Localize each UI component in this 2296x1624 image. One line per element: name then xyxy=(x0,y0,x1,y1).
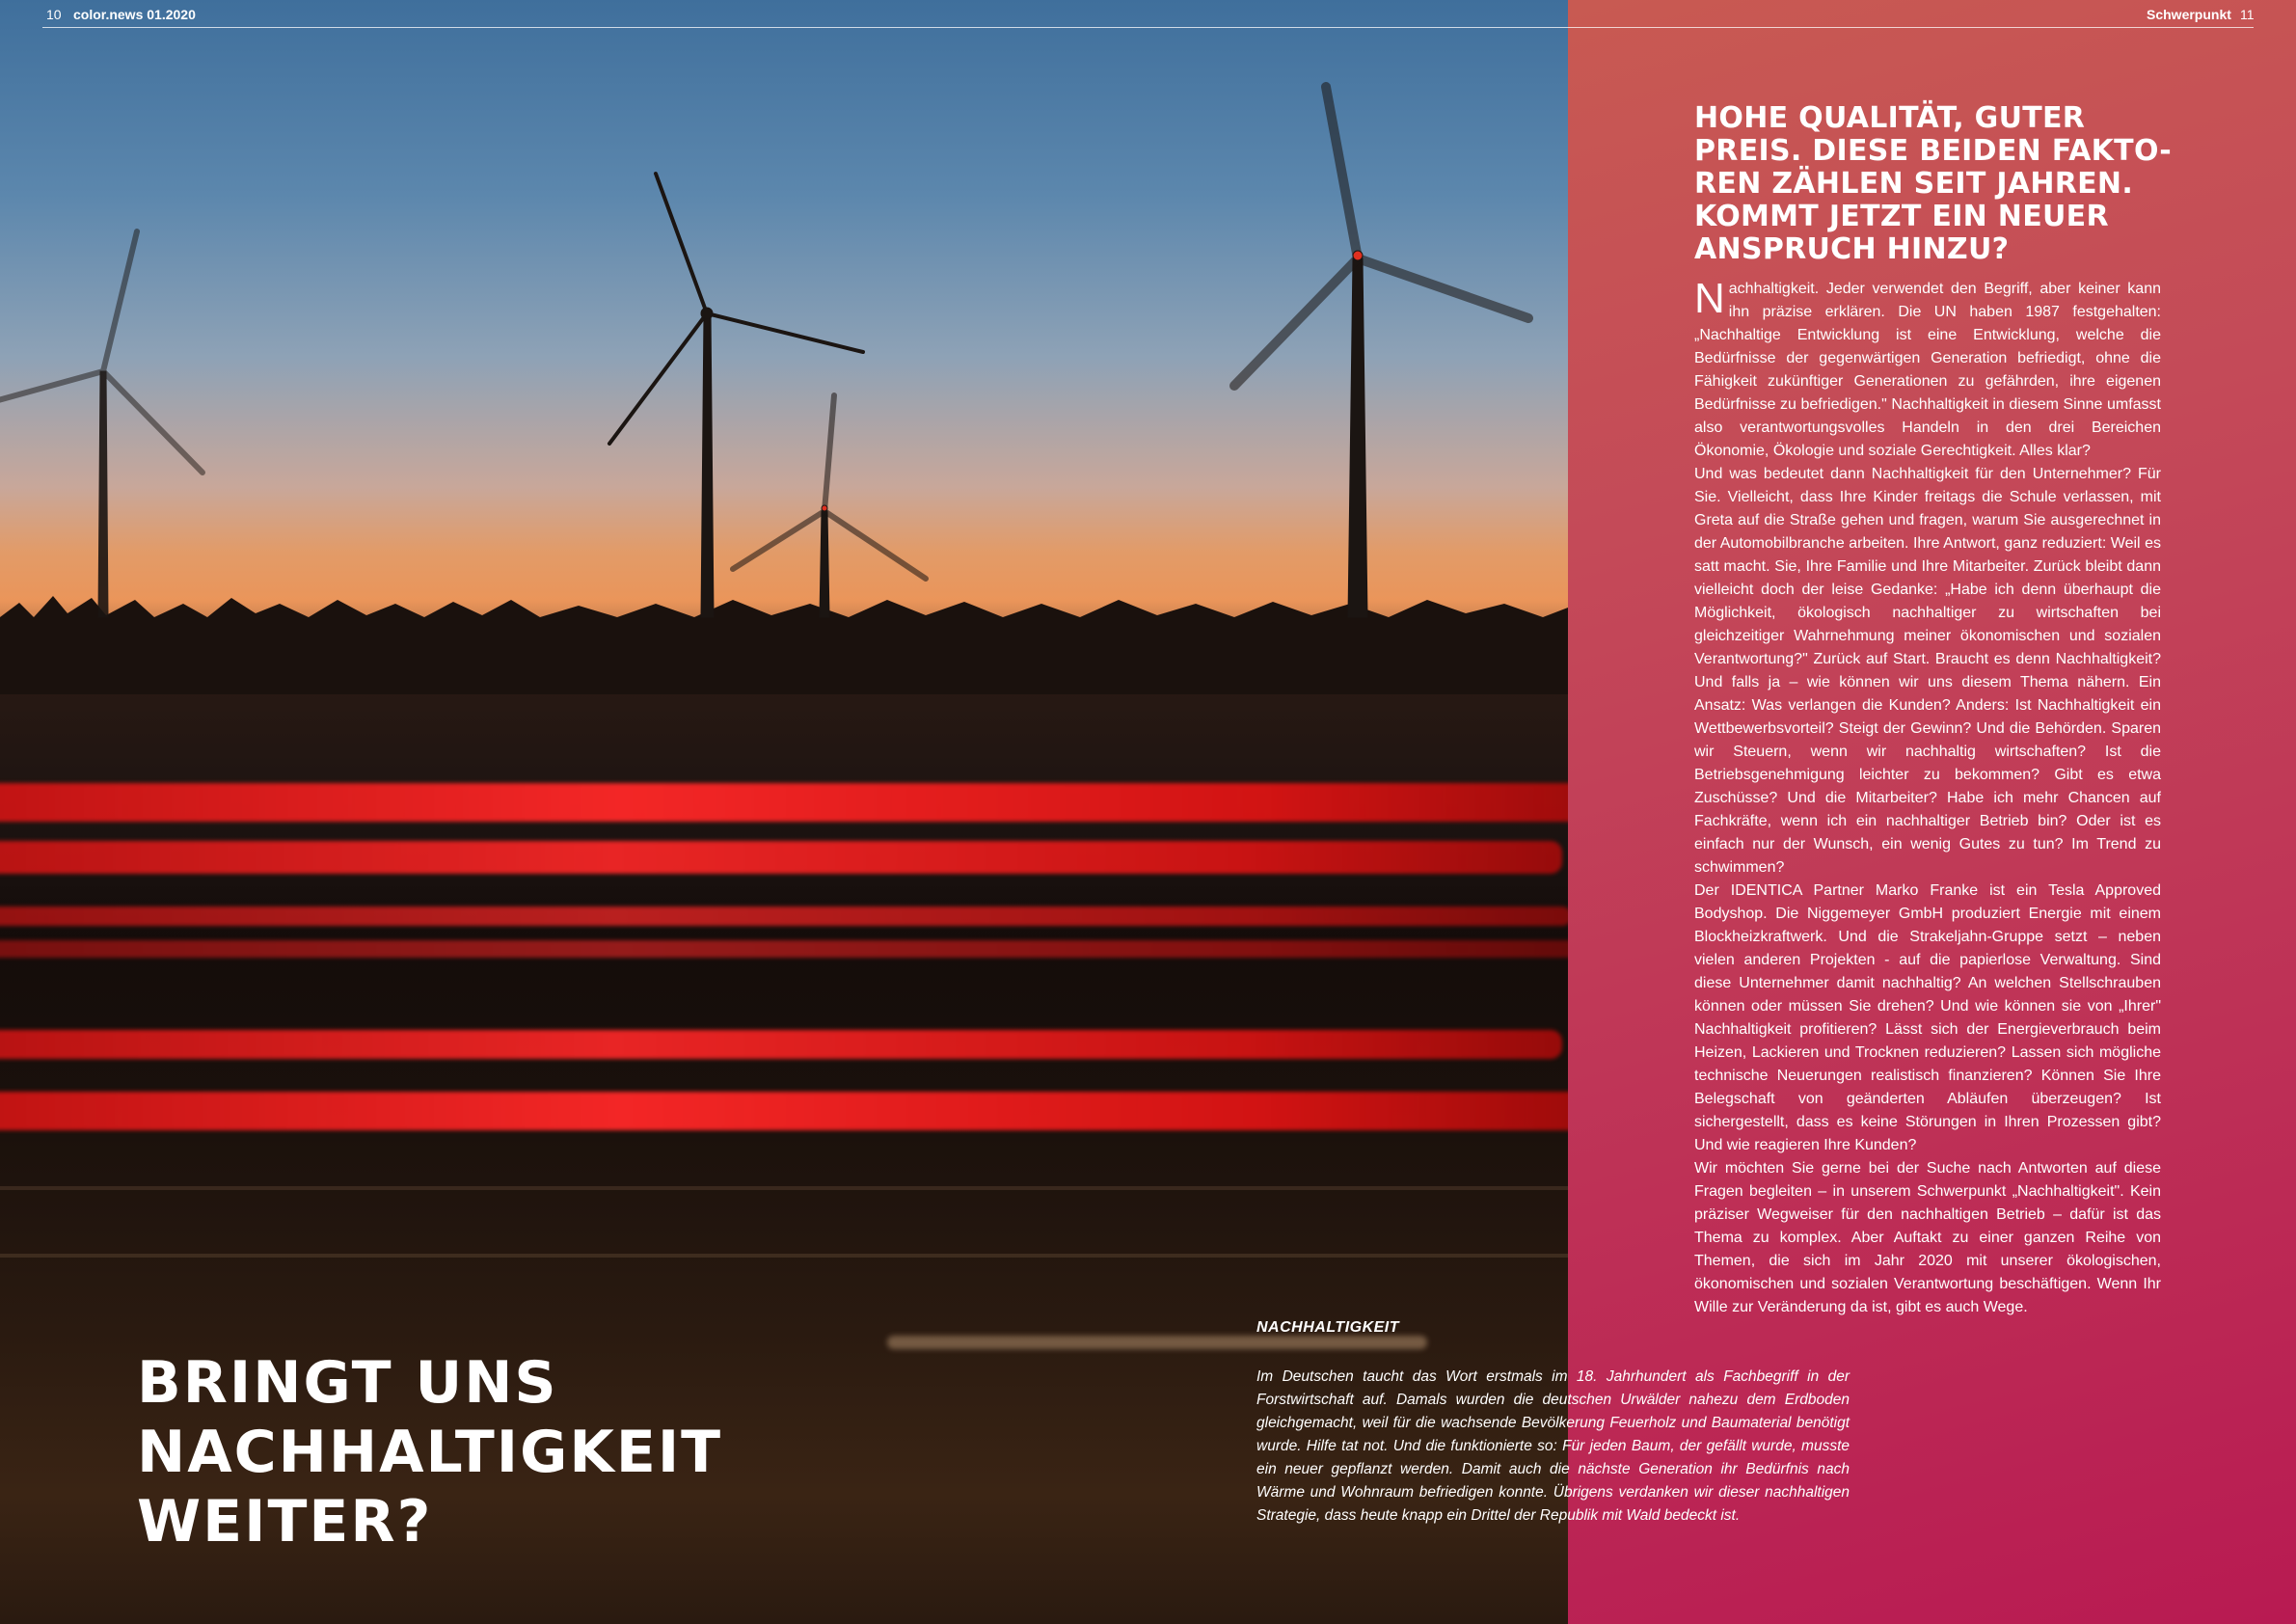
road-line xyxy=(0,1254,1568,1258)
issue-label-text: color.news 01.2020 xyxy=(73,7,196,22)
light-trail xyxy=(0,940,1568,958)
main-title-line: WEITER? xyxy=(137,1488,433,1556)
issue-label xyxy=(73,7,196,22)
section-label-text: Schwerpunkt xyxy=(2147,7,2231,22)
paragraph xyxy=(1694,275,2161,463)
sidebar-text: Im Deutschen taucht das Wort erstmals im 18. Jahrhundert als Fachbegriff in der Forstwirtschaft auf. Damals wurden die deutschen Urwälder nahezu dem Erdboden gleichgemacht, weil für die wachsende Bevölkerung Feuerholz und Baumaterial benötigt wurde. Hilfe tat not. Und die funktionierte so: Für jeden Baum, der gefällt wurde, musste ein neuer gepflanzt werden. Damit auch die nächste Generation ihr Bedürfnis nach Wärme und Wohnraum befriedigen konnte. Übrigens verdanken wir dieser nachhaltigen Strategie, dass heute knapp ein Drittel der Republik mit Wald bedeckt ist. xyxy=(1256,1368,1850,1524)
article-headline: HOHE QUALITÄT, GUTER PREIS. DIESE BEIDEN FAKTO-REN ZÄHLEN SEIT JAHREN. KOMMT JETZT EIN NEUER ANSPRUCH HINZU? xyxy=(1694,101,2173,266)
page-number-left: 10 xyxy=(46,7,62,22)
light-trail xyxy=(0,1030,1562,1059)
main-title xyxy=(137,1348,812,1556)
light-trail xyxy=(0,907,1568,926)
main-title-line: BRINGT UNS xyxy=(137,1349,558,1417)
light-trail xyxy=(0,841,1562,874)
light-trail xyxy=(0,1092,1568,1130)
road-line xyxy=(0,1186,1568,1190)
header-rule xyxy=(42,27,2254,28)
light-trail xyxy=(887,1336,1427,1349)
paragraph: Der IDENTICA Partner Marko Franke ist ein Tesla Approved Bodyshop. Die Niggemeyer GmbH produziert Energie mit einem Blockheizkraftwerk. Und die Strakeljahn-Gruppe setzt – neben vielen anderen Projekten - auf die papierlose Verwaltung. Sind diese Unternehmer damit nachhaltig? An welchen Stellschrauben können oder müssen Sie drehen? Und wie können sie von „Ihrer" Nachhaltigkeit profitieren? Lässt sich der Energieverbrauch beim Heizen, Lackieren und Trocknen reduzieren? Lassen sich mögliche technische Neuerungen realistisch finanzieren? Können Sie Ihre Belegschaft von geänderten Abläufen überzeugen? Ist sichergestellt, dass es keine Störungen in Ihren Prozessen gibt? Und wie reagieren Ihre Kunden? xyxy=(1694,882,2161,1153)
page-number-right: 11 xyxy=(2240,7,2255,22)
main-title-line: NACHHALTIGKEIT xyxy=(137,1419,723,1486)
section-label xyxy=(2147,7,2231,22)
paragraph-text: achhaltigkeit. Jeder verwendet den Begriff, aber keiner kann ihn präzise erklären. Die UN haben 1987 festgehalten: „Nachhaltige Entwicklung ist eine Entwicklung, welche die Bedürfnisse der gegenwärtigen Generation befriedigt, ohne die Fähigkeit zukünftiger Generationen zu gefährden, ihre eigenen Bedürfnisse zu befriedigen." Nachhaltigkeit in diesem Sinne umfasst also verantwortungsvolles Handeln in den drei Bereichen Ökonomie, Ökologie und soziale Gerechtigkeit. Alles klar? xyxy=(1694,281,2161,459)
paragraph: Und was bedeutet dann Nachhaltigkeit für den Unternehmer? Für Sie. Vielleicht, dass Ihre Kinder freitags die Schule verlassen, mit Greta auf die Straße gehen und fragen, warum Sie ausgerechnet in der Automobilbranche arbeiten. Ihre Antwort, ganz reduziert: Weil es satt macht. Sie, Ihre Familie und Ihre Mitarbeiter. Zurück bleibt dann vielleicht doch der leise Gedanke: „Habe ich denn überhaupt die Möglichkeit, ökologisch nachhaltiger zu wirtschaften bei gleichzeitiger Wahrnehmung meiner ökonomischen und sozialen Verantwortung?" Zurück auf Start. Braucht es denn Nachhaltigkeit? Und falls ja – wie können wir uns diesem Thema nähern. Ein Ansatz: Was verlangen die Kunden? Anders: Ist Nachhaltigkeit ein Wettbewerbsvorteil? Steigt der Gewinn? Und die Behörden. Sparen wir Steuern, wenn wir nachhaltig wirtschaften? Ist die Betriebsgenehmigung leichter zu bekommen? Gibt es etwa Zuschüsse? Und die Mitarbeiter? Habe ich mehr Chancen auf Fachkräfte, wenn ich ein nachhaltiger Betrieb bin? Oder ist es einfach nur der Wunsch, ein wenig Gutes zu tun? Im Trend zu schwimmen? xyxy=(1694,466,2161,876)
paragraph: Wir möchten Sie gerne bei der Suche nach Antworten auf diese Fragen begleiten – in unserem Schwerpunkt „Nachhaltigkeit". Kein präziser Wegweiser für den nachhaltigen Betrieb – dafür ist das Thema zu komplex. Aber Auftakt zu einer ganzen Reihe von Themen, die sich im Jahr 2020 mit unserer ökologischen, ökonomischen und sozialen Verantwortung beschäftigen. Wenn Ihr Wille zur Veränderung da ist, gibt es auch Wege. xyxy=(1694,1160,2161,1315)
sidebar-heading: NACHHALTIGKEIT xyxy=(1256,1319,1400,1336)
light-trail xyxy=(0,783,1568,822)
dropcap: N xyxy=(1694,275,1725,322)
article-body xyxy=(1694,275,2161,1319)
